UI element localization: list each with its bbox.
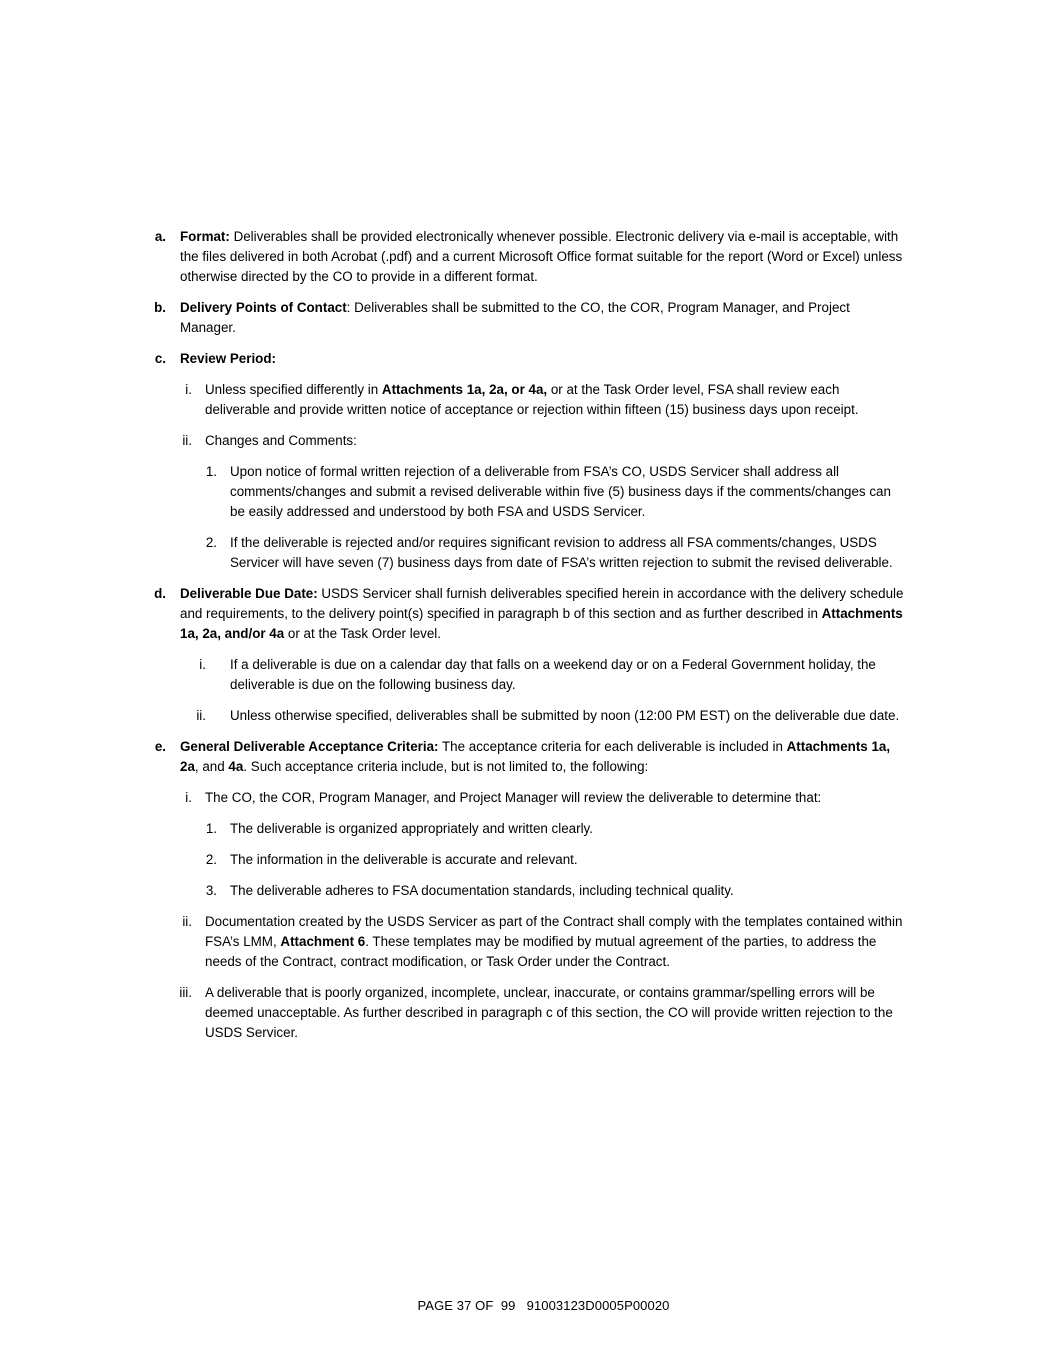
section-d-due-date bbox=[0, 584, 1055, 644]
list-item bbox=[0, 533, 1055, 573]
item-text: . These templates may be modified by mutual agreement of the parties, to address the needs of the Contract, contract modification, or Task Order under the Contract. bbox=[205, 934, 877, 969]
list-marker: c. bbox=[154, 351, 166, 366]
section-text: or at the Task Order level. bbox=[284, 626, 441, 641]
section-label: Format: bbox=[180, 229, 230, 244]
list-item bbox=[0, 462, 1055, 522]
item-text: Unless specified differently in bbox=[205, 382, 382, 397]
document-body bbox=[0, 227, 1055, 1054]
section-label: Delivery Points of Contact bbox=[180, 300, 347, 315]
section-e-item-ii bbox=[0, 912, 1055, 972]
section-c-review-period bbox=[0, 349, 1055, 369]
list-marker: 1. bbox=[205, 464, 217, 479]
list-marker: b. bbox=[154, 300, 166, 315]
section-c-item-i bbox=[0, 380, 1055, 420]
attachment-reference: Attachments 1a, 2a, and/or 4a bbox=[180, 606, 903, 641]
list-marker: iii. bbox=[179, 985, 192, 1000]
item-text: The CO, the COR, Program Manager, and Project Manager will review the deliverable to determine that: bbox=[205, 790, 822, 805]
list-marker: 2. bbox=[205, 535, 217, 550]
list-item bbox=[0, 850, 1055, 870]
section-a-format bbox=[0, 227, 1055, 287]
item-text: Documentation created by the USDS Servicer as part of the Contract shall comply with the templates contained within FSA’s LMM, bbox=[205, 914, 903, 949]
section-b-delivery-points bbox=[0, 298, 1055, 338]
item-text: Upon notice of formal written rejection of a deliverable from FSA’s CO, USDS Servicer shall address all comments/changes and submit a revised deliverable within five (5) business days if the comments/changes can be easily addressed and understood by both FSA and USDS Servicer. bbox=[230, 464, 891, 519]
list-marker: ii. bbox=[196, 708, 206, 723]
item-text: The information in the deliverable is accurate and relevant. bbox=[230, 852, 578, 867]
list-marker: ii. bbox=[182, 914, 192, 929]
list-marker: d. bbox=[154, 586, 166, 601]
attachment-reference: Attachments 1a, 2a bbox=[180, 739, 891, 774]
section-e-item-iii bbox=[0, 983, 1055, 1043]
section-text: Deliverables shall be provided electronically whenever possible. Electronic delivery via e-mail is acceptable, with the files delivered in both Acrobat (.pdf) and a current Microsoft Office format suitable for the report (Word or Excel) unless otherwise directed by the CO to provide in a different format. bbox=[180, 229, 903, 284]
section-text: : Deliverables shall be submitted to the CO, the COR, Program Manager, and Project Manager. bbox=[180, 300, 850, 335]
section-text: USDS Servicer shall furnish deliverables specified herein in accordance with the delivery schedule and requirements, to the delivery point(s) specified in paragraph b of this section and as further described in bbox=[180, 586, 904, 621]
section-text: . Such acceptance criteria include, but is not limited to, the following: bbox=[243, 759, 649, 774]
page-footer: PAGE 37 OF 99 91003123D0005P00020 bbox=[417, 1298, 670, 1313]
section-label: Review Period: bbox=[180, 351, 276, 366]
item-text: If a deliverable is due on a calendar day that falls on a weekend day or on a Federal Government holiday, the deliverable is due on the following business day. bbox=[230, 657, 876, 692]
item-text: Changes and Comments: bbox=[205, 433, 357, 448]
list-item bbox=[0, 706, 1055, 726]
item-text: If the deliverable is rejected and/or requires significant revision to address all FSA comments/changes, USDS Servicer will have seven (7) business days from date of FSA’s written rejection to submit the revised deliverable. bbox=[230, 535, 893, 570]
attachment-reference: 4a bbox=[228, 759, 244, 774]
item-text: A deliverable that is poorly organized, incomplete, unclear, inaccurate, or contains grammar/spelling errors will be deemed unacceptable. As further described in paragraph c of this section, the CO will provide written rejection to the USDS Servicer. bbox=[205, 985, 893, 1040]
list-marker: a. bbox=[154, 229, 166, 244]
list-marker: i. bbox=[185, 382, 192, 397]
list-marker: 1. bbox=[205, 821, 217, 836]
section-text: The acceptance criteria for each deliverable is included in bbox=[438, 739, 787, 754]
attachment-reference: Attachments 1a, 2a, or 4a, bbox=[381, 382, 548, 397]
list-marker: i. bbox=[199, 657, 206, 672]
section-e-acceptance-criteria bbox=[0, 737, 1055, 777]
list-marker: 3. bbox=[205, 883, 217, 898]
attachment-reference: Attachment 6 bbox=[280, 934, 366, 949]
list-marker: 2. bbox=[205, 852, 217, 867]
section-label: General Deliverable Acceptance Criteria: bbox=[180, 739, 439, 754]
list-marker: ii. bbox=[182, 433, 192, 448]
list-item bbox=[0, 655, 1055, 695]
item-text: or at the Task Order level, FSA shall review each deliverable and provide written notice of acceptance or rejection within fifteen (15) business days upon receipt. bbox=[205, 382, 859, 417]
item-text: The deliverable adheres to FSA documentation standards, including technical quality. bbox=[230, 883, 734, 898]
section-text: , and bbox=[194, 759, 229, 774]
section-label: Deliverable Due Date: bbox=[180, 586, 318, 601]
item-text: Unless otherwise specified, deliverables shall be submitted by noon (12:00 PM EST) on the deliverable due date. bbox=[230, 708, 900, 723]
section-c-item-ii bbox=[0, 431, 1055, 451]
section-e-item-i bbox=[0, 788, 1055, 808]
item-text: The deliverable is organized appropriately and written clearly. bbox=[230, 821, 593, 836]
list-marker: i. bbox=[185, 790, 192, 805]
list-item bbox=[0, 819, 1055, 839]
list-marker: e. bbox=[154, 739, 166, 754]
list-item bbox=[0, 881, 1055, 901]
